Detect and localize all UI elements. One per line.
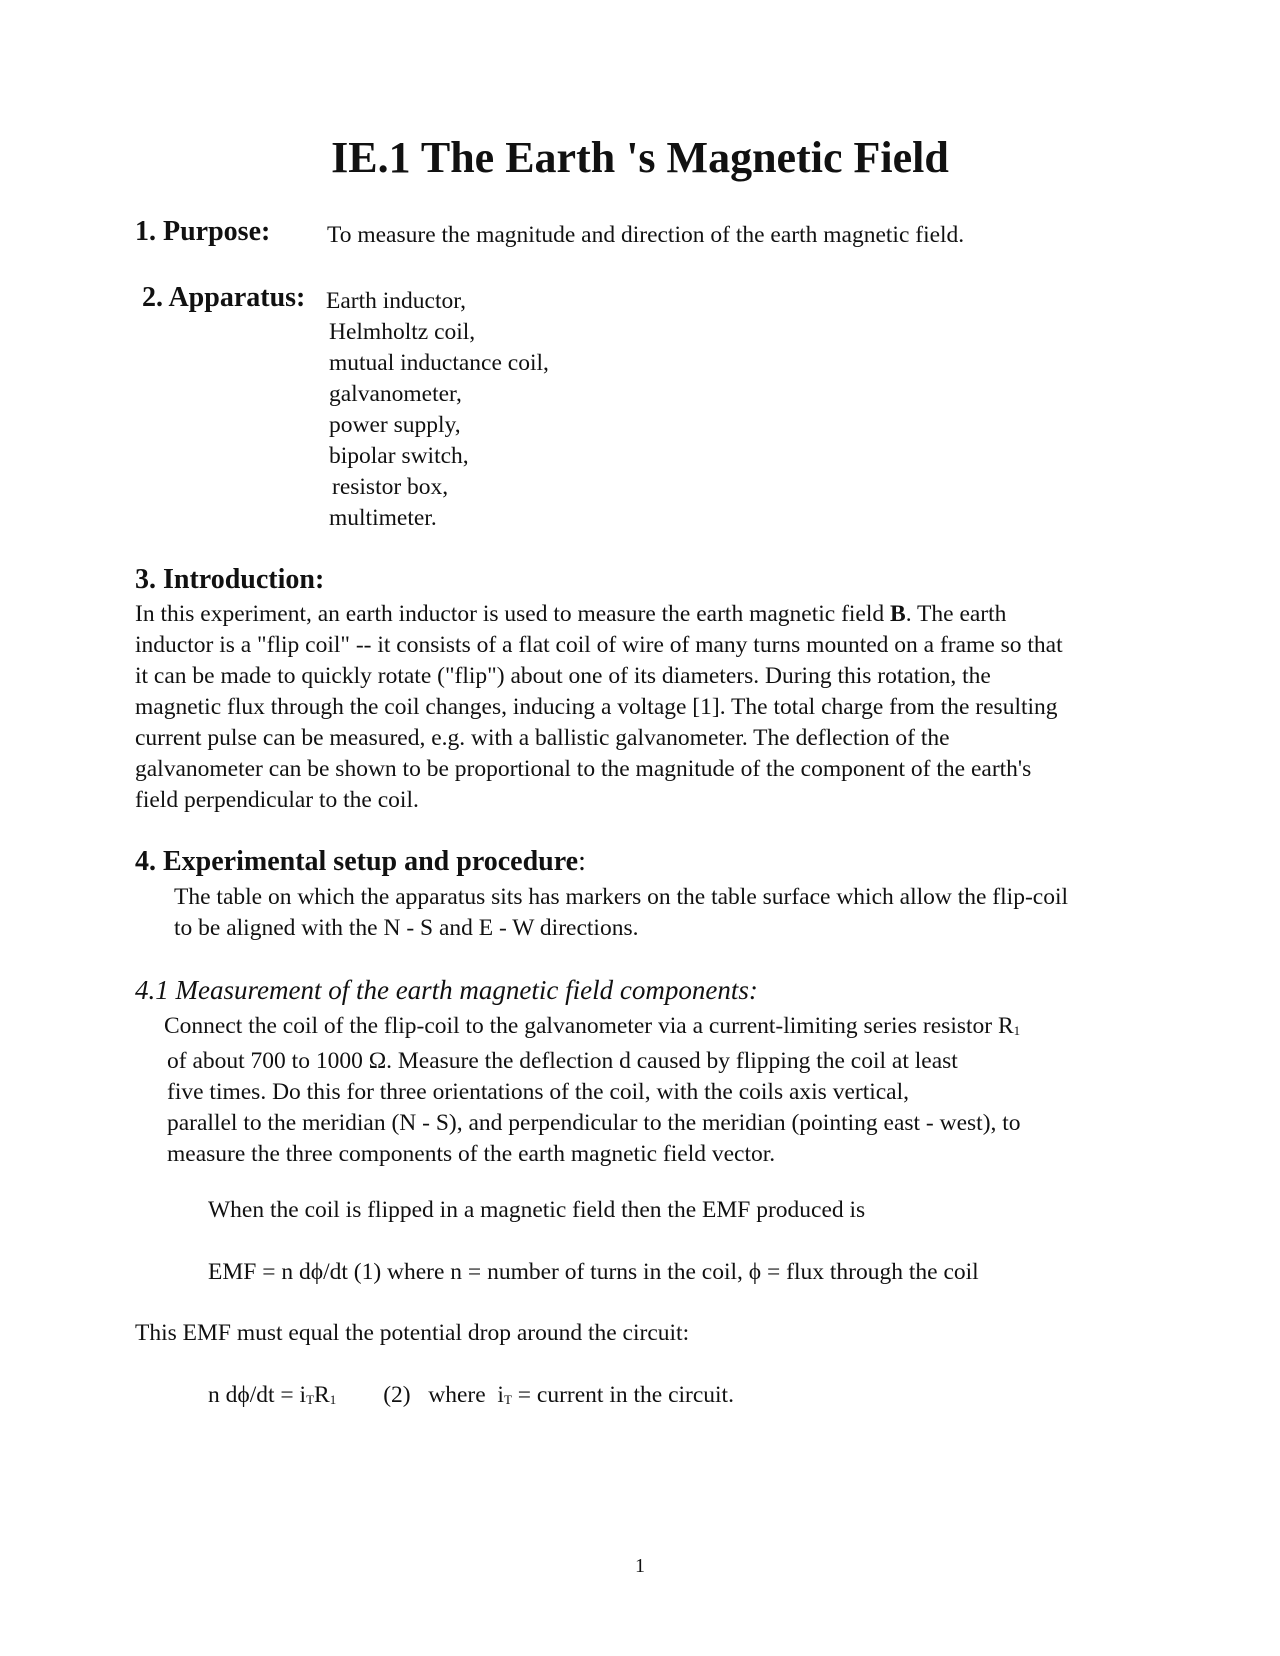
- setup-line: to be aligned with the N - S and E - W directions.: [174, 915, 639, 941]
- introduction-line: In this experiment, an earth inductor is used to measure the earth magnetic field B. The earth: [135, 601, 1007, 627]
- section-line: Connect the coil of the flip-coil to the galvanometer via a current-limiting series resistor R1: [164, 1013, 1021, 1039]
- purpose-heading: 1. Purpose:: [135, 216, 271, 247]
- section-4-1-heading: 4.1 Measurement of the earth magnetic field components:: [135, 975, 758, 1005]
- apparatus-item: bipolar switch,: [329, 443, 469, 469]
- section-line: measure the three components of the earth magnetic field vector.: [167, 1141, 776, 1167]
- setup-paragraph: [174, 882, 1068, 944]
- section-line: five times. Do this for three orientations of the coil, with the coils axis vertical,: [167, 1079, 910, 1105]
- equation-2: n dϕ/dt = iTR1 (2) where iT = current in the circuit.: [208, 1382, 734, 1408]
- introduction-line: magnetic flux through the coil changes, inducing a voltage [1]. The total charge from the resulting: [135, 694, 1058, 720]
- introduction-line: galvanometer can be shown to be proportional to the magnitude of the component of the earth's: [135, 756, 1032, 782]
- introduction-line: current pulse can be measured, e.g. with a ballistic galvanometer. The deflection of the: [135, 725, 950, 751]
- apparatus-item: mutual inductance coil,: [329, 350, 549, 376]
- emf-equal-text: This EMF must equal the potential drop around the circuit:: [135, 1320, 690, 1346]
- apparatus-item: resistor box,: [332, 474, 449, 500]
- equation-1: EMF = n dϕ/dt (1) where n = number of turns in the coil, ϕ = flux through the coil: [208, 1259, 979, 1285]
- section-line: parallel to the meridian (N - S), and perpendicular to the meridian (pointing east - west), to: [167, 1110, 1021, 1136]
- apparatus-item: multimeter.: [329, 505, 437, 531]
- purpose-text: To measure the magnitude and direction of the earth magnetic field.: [327, 222, 965, 248]
- introduction-line: inductor is a "flip coil" -- it consists of a flat coil of wire of many turns mounted on a frame so that: [135, 632, 1063, 658]
- apparatus-item: galvanometer,: [329, 381, 462, 407]
- page-number: 1: [635, 1555, 645, 1577]
- setup-line: The table on which the apparatus sits has markers on the table surface which allow the flip-coil: [174, 884, 1069, 910]
- apparatus-item: Earth inductor,: [326, 288, 467, 314]
- apparatus-item: power supply,: [329, 412, 461, 438]
- section-line: of about 700 to 1000 Ω. Measure the deflection d caused by flipping the coil at least: [167, 1048, 958, 1074]
- introduction-paragraph: [135, 599, 1063, 816]
- section-4-1-paragraph: [164, 1011, 1021, 1170]
- introduction-line: field perpendicular to the coil.: [135, 787, 419, 813]
- setup-heading: 4. Experimental setup and procedure:: [135, 846, 586, 877]
- introduction-heading: 3. Introduction:: [135, 564, 325, 595]
- apparatus-heading: 2. Apparatus:: [142, 282, 306, 313]
- page-title: IE.1 The Earth 's Magnetic Field: [331, 133, 949, 182]
- field-symbol: B: [890, 601, 906, 627]
- introduction-line: it can be made to quickly rotate ("flip") about one of its diameters. During this rotation, the: [135, 663, 991, 689]
- apparatus-item: Helmholtz coil,: [329, 319, 476, 345]
- apparatus-list: [326, 286, 549, 534]
- emf-intro: When the coil is flipped in a magnetic field then the EMF produced is: [208, 1197, 866, 1223]
